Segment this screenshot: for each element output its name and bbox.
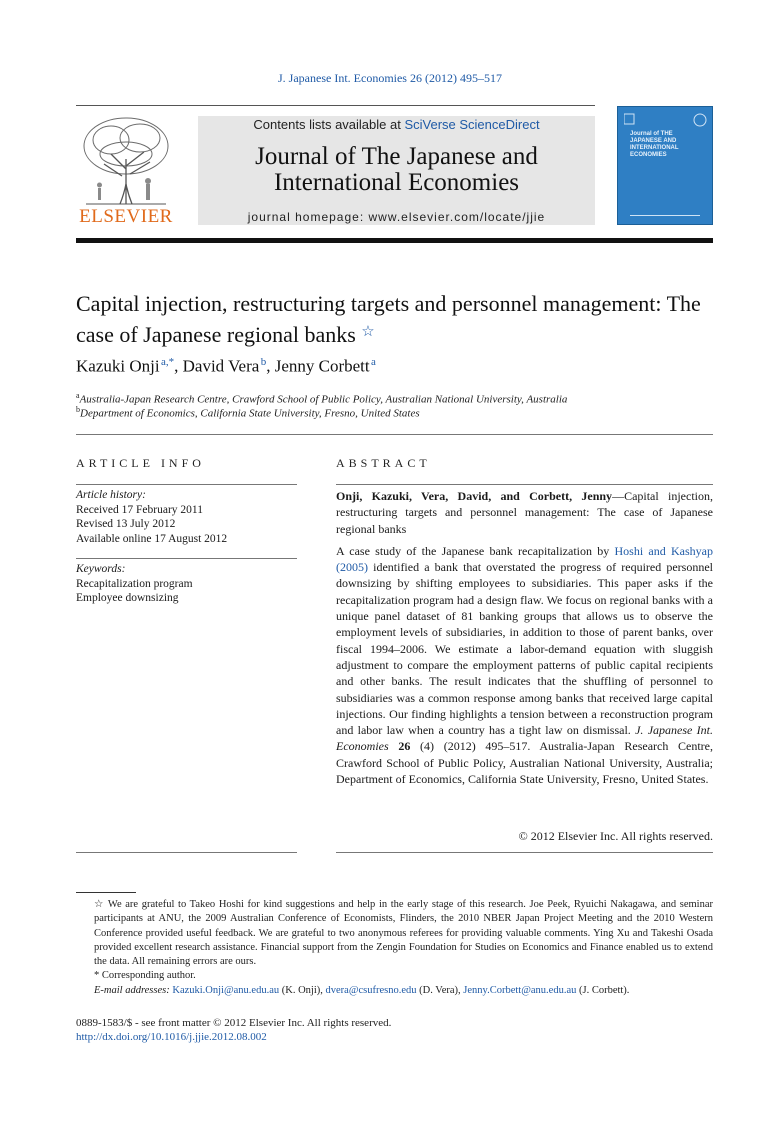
sciencedirect-link[interactable]: SciVerse ScienceDirect (404, 117, 540, 132)
abstract-text: (4) (2012) 495–517. Australia-Japan Research Centre, Crawford School of Public Policy, Australian National University, Australia; Department of Economics, California State University, Fresno, United States. (336, 739, 714, 787)
header-rule (76, 105, 595, 106)
summary-rest: —Capital injection, restructuring targets and personnel management: The case of Japanese regional banks (336, 489, 713, 536)
cover-logos-icon (624, 112, 708, 130)
email-label: E-mail addresses: (94, 984, 173, 996)
journal-title-line2: International Economies (273, 169, 520, 196)
journal-title-line1: Journal of The Japanese and (255, 143, 538, 170)
journal-cover-image[interactable] (617, 106, 713, 225)
author-affil-mark[interactable]: a (371, 356, 376, 368)
affiliation (76, 391, 567, 406)
footnotes (76, 898, 713, 998)
affiliation-key: a (76, 391, 80, 400)
article-info-heading: ARTICLE INFO (76, 456, 205, 470)
abstract-text: A case study of the Japanese bank recapitalization by (336, 543, 615, 558)
article-info-rule (76, 484, 297, 485)
email-owner: (J. Corbett). (576, 984, 630, 996)
homepage-link[interactable]: www.elsevier.com/locate/jjie (368, 210, 546, 224)
history-revised: Revised 13 July 2012 (76, 518, 176, 530)
footnote-rule (76, 892, 136, 893)
acknowledgement-footnote: ☆ We are grateful to Takeo Hoshi for kind suggestions and help in the early stage of this research. Joe Peek, Ryuichi Nakagawa, and seminar participants at ANU, the 2009 Australian Conference of Economists, Flinders, the 2010 NBER Japan Project Meeting and the 2010 Western Conference provided useful feedback. We are grateful to two anonymous referees for providing valuable comments. Ying Xu and Takeshi Osada provided excellent research assistance. Financial support from the Zengin Foundation for Studies on Economics and Finance enabled us to extend the data. All remaining errors are ours. (94, 899, 713, 968)
email-link[interactable]: Kazuki.Onji@anu.edu.au (172, 984, 280, 996)
article-title-text: Capital injection, restructuring targets and personnel management: The case of Japanese regional banks (76, 291, 701, 347)
article-title (76, 290, 716, 349)
email-link[interactable]: Jenny.Corbett@anu.edu.au (463, 984, 577, 996)
journal-title[interactable] (198, 144, 595, 196)
issn-line: 0889-1583/$ - see front matter © 2012 Elsevier Inc. All rights reserved. (76, 1017, 392, 1029)
doi-link[interactable]: http://dx.doi.org/10.1016/j.jjie.2012.08.002 (76, 1031, 267, 1043)
article-info-rule (76, 558, 297, 559)
keywords-label: Keywords: (76, 563, 126, 575)
journal-citation[interactable]: J. Japanese Int. Economies 26 (2012) 495–517 (278, 71, 502, 85)
contents-prefix: Contents lists available at (253, 117, 405, 132)
affiliation-key: b (76, 405, 80, 414)
abstract-rule (336, 484, 713, 485)
keyword: Employee downsizing (76, 592, 179, 604)
cover-divider (630, 215, 700, 216)
email-owner: (K. Onji), (279, 984, 326, 996)
keywords (76, 562, 297, 606)
article-info-rule (76, 852, 297, 853)
reference-link[interactable]: Hoshi and Kashyap (2005) (336, 543, 714, 575)
elsevier-wordmark: ELSEVIER (79, 206, 173, 227)
contents-line (198, 117, 595, 132)
header-thick-rule (76, 238, 713, 243)
title-footnote-star[interactable]: ☆ (361, 324, 375, 340)
affiliation-text: Australia-Japan Research Centre, Crawford School of Public Policy, Australian National University, Australia (79, 393, 568, 406)
summary-authors: Onji, Kazuki, Vera, David, and Corbett, Jenny (336, 489, 613, 503)
affiliation (76, 405, 420, 420)
article-history (76, 488, 297, 546)
journal-name-italic: J. Japanese Int. Economies (336, 723, 713, 754)
elsevier-tree-logo (76, 114, 176, 209)
abstract-copyright: © 2012 Elsevier Inc. All rights reserved. (518, 829, 713, 843)
author-name[interactable]: David Vera (182, 356, 260, 376)
abstract-summary (336, 488, 713, 537)
history-online: Available online 17 August 2012 (76, 532, 228, 545)
abstract-heading: ABSTRACT (336, 456, 431, 470)
email-link[interactable]: dvera@csufresno.edu (325, 984, 417, 996)
author-name[interactable]: Jenny Corbett (274, 356, 370, 376)
author-affil-mark[interactable]: b (260, 356, 267, 368)
email-addresses (76, 984, 713, 998)
volume-number: 26 (388, 739, 411, 754)
affiliation-text: Department of Economics, California State University, Fresno, United States (80, 407, 420, 420)
author-affil-mark[interactable]: a,* (161, 356, 175, 368)
abstract-rule (336, 852, 713, 853)
keyword: Recapitalization program (76, 577, 193, 590)
abstract-body (336, 488, 713, 793)
cover-title: Journal of THE JAPANESE AND INTERNATIONAL ECONOMIES (630, 131, 679, 158)
email-owner: (D. Vera), (416, 984, 464, 996)
journal-homepage (198, 210, 595, 224)
author-list: Kazuki Onji $^{a,*}$, David Vera $^b$, Jenny Corbett $^a$ (76, 356, 376, 376)
corresponding-author-note: * Corresponding author. (94, 970, 196, 982)
abstract-text: identified a bank that overstated the progress of required personnel downsizing by shifting employees to subsidiaries. This paper asks if the recapitalization program had a design flaw. We focus on regional banks with a unique panel dataset of 81 banking groups that allows us to observe the employment levels of subsidiaries, in addition to those of parent banks, over fiscal 1994–2006. We estimate a labor-demand equation with sluggish adjustment to compare the employment patterns of public capital recipients and other banks. The result indicates that the shuffling of personnel to subsidiaries was a common response among banks that received large capital injections. Our finding highlights a tension between a reconstruction program and labor law when a country has a tight law on dismissal. (336, 560, 713, 738)
homepage-prefix: journal homepage: (247, 210, 369, 224)
section-rule (76, 434, 713, 435)
history-received: Received 17 February 2011 (76, 503, 203, 516)
history-label: Article history: (76, 489, 146, 501)
abstract-paragraph (336, 543, 713, 787)
author-name[interactable]: Kazuki Onji (76, 356, 160, 376)
